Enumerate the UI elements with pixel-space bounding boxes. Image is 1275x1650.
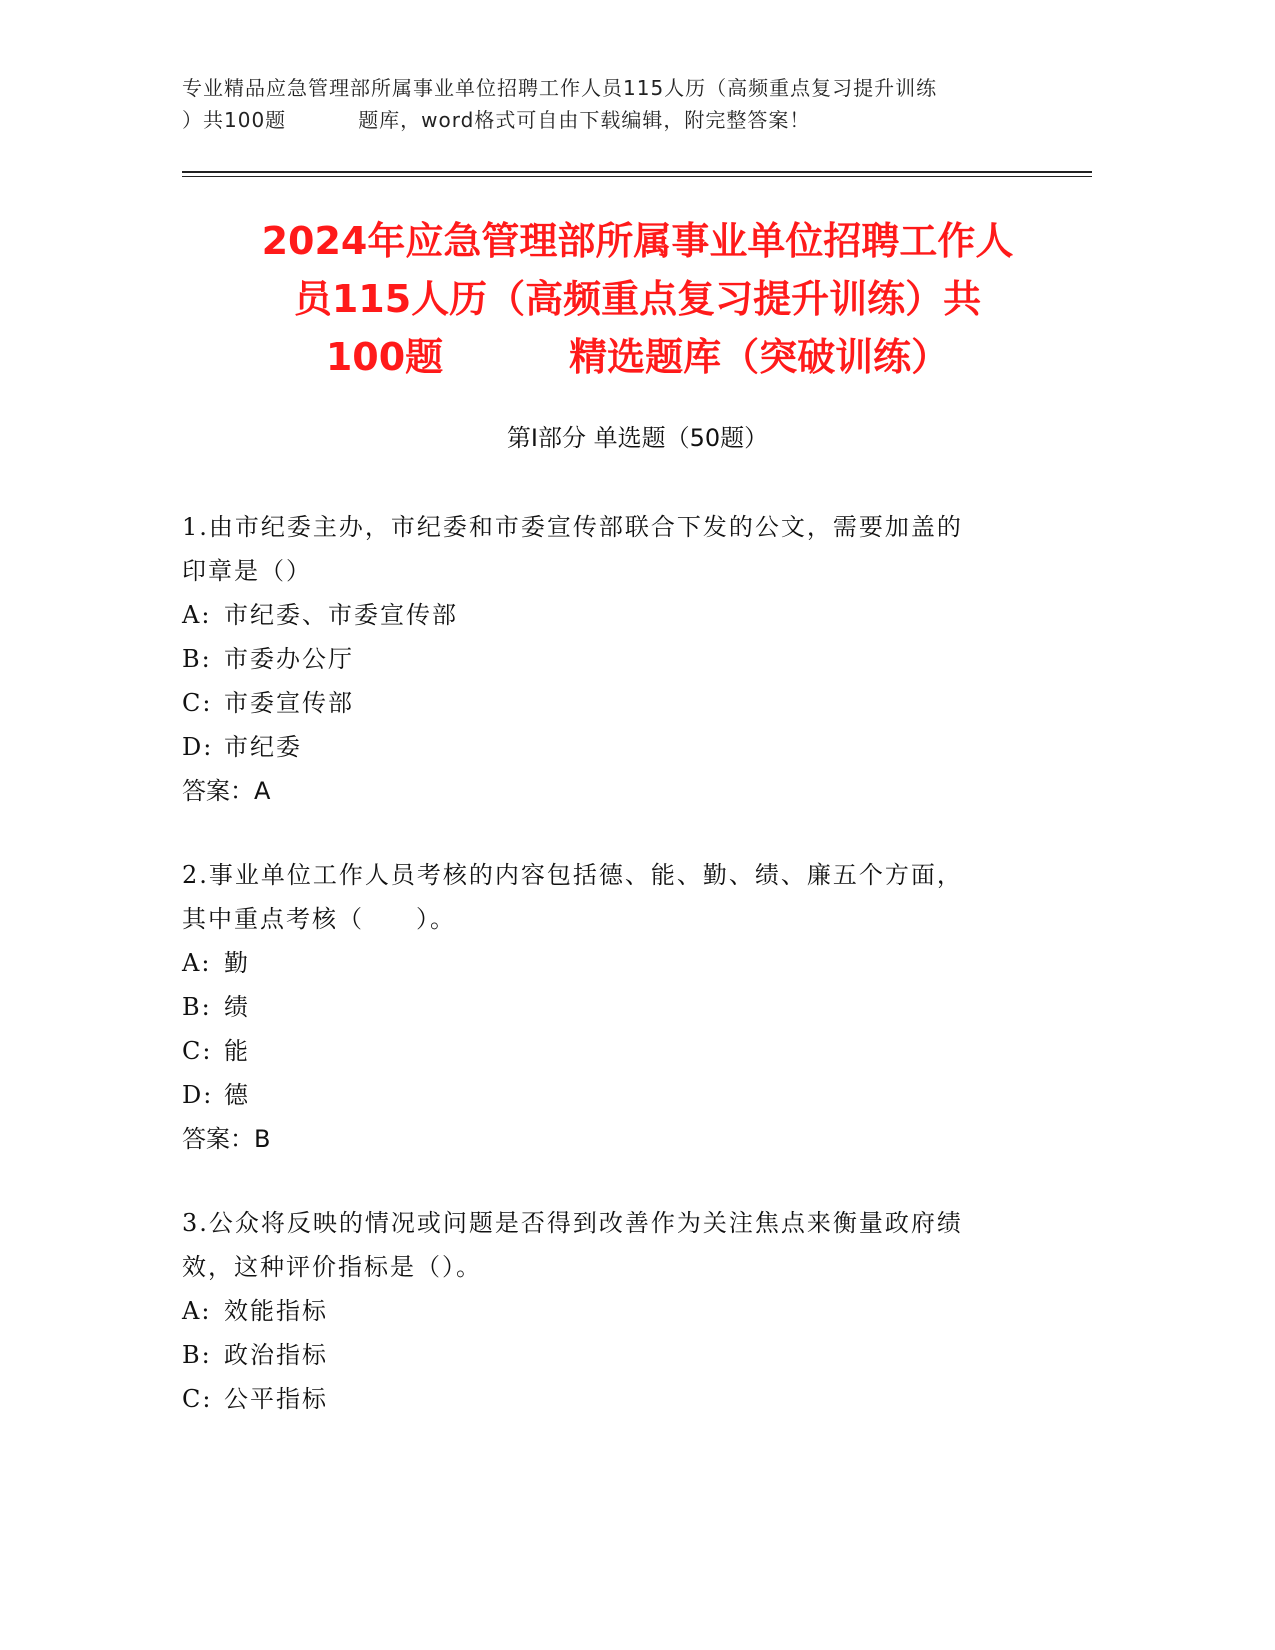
option-text: 勤 bbox=[224, 949, 250, 977]
option-text: 市委办公厅 bbox=[224, 645, 354, 673]
option-b bbox=[182, 637, 1062, 681]
answer-line: 答案：A bbox=[182, 777, 271, 805]
section-heading: 第I部分 单选题（50题） bbox=[506, 424, 769, 452]
header-divider-thick bbox=[182, 171, 1092, 173]
option-c bbox=[182, 1377, 1062, 1421]
title-line-3-start: 100题 bbox=[325, 335, 444, 379]
question-stem-line: 1.由市纪委主办，市纪委和市委宣传部联合下发的公文，需要加盖的 bbox=[182, 513, 963, 541]
header-note-line-2 bbox=[182, 104, 1082, 136]
question-stem-line: 效，这种评价指标是（）。 bbox=[182, 1253, 482, 1281]
option-b bbox=[182, 985, 1062, 1029]
option-text: 效能指标 bbox=[224, 1297, 328, 1325]
option-key: C: bbox=[182, 1037, 213, 1065]
question-stem-line: 印章是（） bbox=[182, 557, 312, 585]
title-line-3-end: 精选题库（突破训练） bbox=[569, 335, 950, 379]
question-stem-line: 2.事业单位工作人员考核的内容包括德、能、勤、绩、廉五个方面， bbox=[182, 861, 963, 889]
question-3 bbox=[182, 1201, 1062, 1421]
option-b bbox=[182, 1333, 1062, 1377]
option-c bbox=[182, 681, 1062, 725]
question-stem bbox=[182, 1201, 1062, 1289]
question-1 bbox=[182, 505, 1062, 813]
question-list bbox=[182, 505, 1062, 1461]
option-a bbox=[182, 941, 1062, 985]
option-a bbox=[182, 1289, 1062, 1333]
option-key: D: bbox=[182, 733, 214, 761]
option-key: B: bbox=[182, 1341, 212, 1369]
document-title bbox=[130, 212, 1145, 386]
option-key: D: bbox=[182, 1081, 214, 1109]
option-c bbox=[182, 1029, 1062, 1073]
option-text: 德 bbox=[224, 1081, 250, 1109]
option-text: 能 bbox=[224, 1037, 250, 1065]
option-a bbox=[182, 593, 1062, 637]
option-key: A: bbox=[182, 1297, 212, 1325]
question-stem-line: 3.公众将反映的情况或问题是否得到改善作为关注焦点来衡量政府绩 bbox=[182, 1209, 963, 1237]
option-key: C: bbox=[182, 1385, 213, 1413]
option-d bbox=[182, 725, 1062, 769]
header-divider-thin bbox=[182, 176, 1092, 177]
title-line-2: 员115人历（高频重点复习提升训练）共 bbox=[293, 277, 982, 321]
option-text: 公平指标 bbox=[224, 1385, 328, 1413]
option-text: 政治指标 bbox=[224, 1341, 328, 1369]
title-line-3 bbox=[130, 328, 1145, 386]
option-text: 绩 bbox=[224, 993, 250, 1021]
header-note bbox=[182, 72, 1082, 136]
option-key: C: bbox=[182, 689, 213, 717]
title-line-1: 2024年应急管理部所属事业单位招聘工作人 bbox=[261, 219, 1014, 263]
option-text: 市纪委、市委宣传部 bbox=[224, 601, 458, 629]
option-key: A: bbox=[182, 601, 212, 629]
question-2 bbox=[182, 853, 1062, 1161]
option-key: B: bbox=[182, 645, 212, 673]
question-stem-line: 其中重点考核（ ）。 bbox=[182, 905, 456, 933]
option-key: A: bbox=[182, 949, 212, 977]
answer-line: 答案：B bbox=[182, 1125, 271, 1153]
header-note-line-2-start: ）共100题 bbox=[182, 108, 287, 132]
header-note-line-2-end: 题库，word格式可自由下载编辑，附完整答案！ bbox=[358, 108, 811, 132]
question-stem bbox=[182, 853, 1062, 941]
option-text: 市纪委 bbox=[224, 733, 302, 761]
header-note-line-1: 专业精品应急管理部所属事业单位招聘工作人员115人历（高频重点复习提升训练 bbox=[182, 76, 938, 100]
question-stem bbox=[182, 505, 1062, 593]
option-text: 市委宣传部 bbox=[224, 689, 354, 717]
option-key: B: bbox=[182, 993, 212, 1021]
option-d bbox=[182, 1073, 1062, 1117]
